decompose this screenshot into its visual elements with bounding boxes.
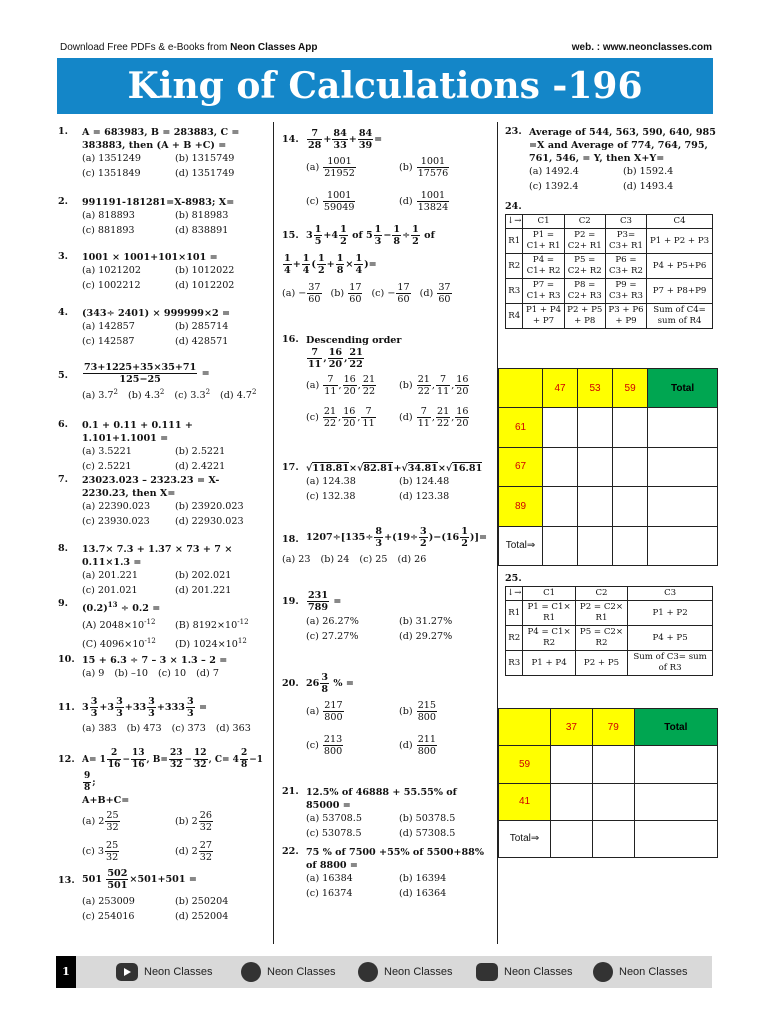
table-row: R3 P1 + P4 P2 + P5 Sum of C3= sum of R3	[506, 651, 713, 676]
website-link[interactable]: web. : www.neonclasses.com	[571, 42, 712, 53]
twitter-icon	[358, 962, 378, 982]
table-row: 37 79 Total	[499, 709, 718, 746]
facebook-icon	[593, 962, 613, 982]
table-row[interactable]: 59	[499, 746, 718, 783]
youtube-icon	[116, 963, 138, 981]
table-25	[505, 586, 713, 676]
table-row[interactable]: 41	[499, 783, 718, 820]
grid-25	[498, 708, 718, 858]
question-24-label: 24.	[505, 201, 522, 212]
table-row[interactable]: 89	[499, 487, 718, 526]
table-row: 47 53 59 Total	[499, 369, 718, 408]
telegram-link[interactable]: Neon Classes	[241, 962, 335, 982]
table-row: R2 P4 = C1× R2 P5 = C2× R2 P4 + P5	[506, 626, 713, 651]
page-title: King of Calculations -196	[57, 58, 713, 114]
twitter-link[interactable]: Neon Classes	[358, 962, 452, 982]
table-row: R3 P7 = C1+ R3 P8 = C2+ R3 P9 = C3+ R3 P7 + P8+P9	[506, 279, 713, 304]
facebook-link[interactable]: Neon Classes	[593, 962, 687, 982]
table-row[interactable]: Total⇒	[499, 526, 718, 565]
table-row: ↓→ C1 C2 C3 C4	[506, 215, 713, 229]
table-row: R1 P1 = C1+ R1 P2 = C2+ R1 P3= C3+ R1 P1 + P2 + P3	[506, 229, 713, 254]
instagram-link[interactable]: Neon Classes	[476, 962, 572, 982]
telegram-icon	[241, 962, 261, 982]
table-row: R2 P4 = C1+ R2 P5 = C2+ R2 P6 = C3+ R2 P4 + P5+P6	[506, 254, 713, 279]
column-divider	[273, 122, 274, 944]
instagram-icon	[476, 963, 498, 981]
table-row[interactable]: 61	[499, 408, 718, 447]
youtube-link[interactable]: Neon Classes	[116, 962, 212, 982]
grid-24	[498, 368, 718, 566]
top-bar	[60, 40, 712, 56]
table-row[interactable]: Total⇒	[499, 820, 718, 857]
table-row: R1 P1 = C1× R1 P2 = C2× R1 P1 + P2	[506, 601, 713, 626]
table-24	[505, 214, 713, 329]
table-row: ↓→ C1 C2 C3	[506, 587, 713, 601]
question-25-label: 25.	[505, 573, 522, 584]
footer-bar	[56, 956, 712, 988]
table-row: R4 P1 + P4 + P7 P2 + P5 + P8 P3 + P6 + P9 Sum of C4= sum of R4	[506, 304, 713, 329]
table-row[interactable]: 67	[499, 447, 718, 486]
download-note: Download Free PDFs & e-Books from Neon Classes App	[60, 42, 318, 53]
page-number: 1	[56, 956, 76, 988]
